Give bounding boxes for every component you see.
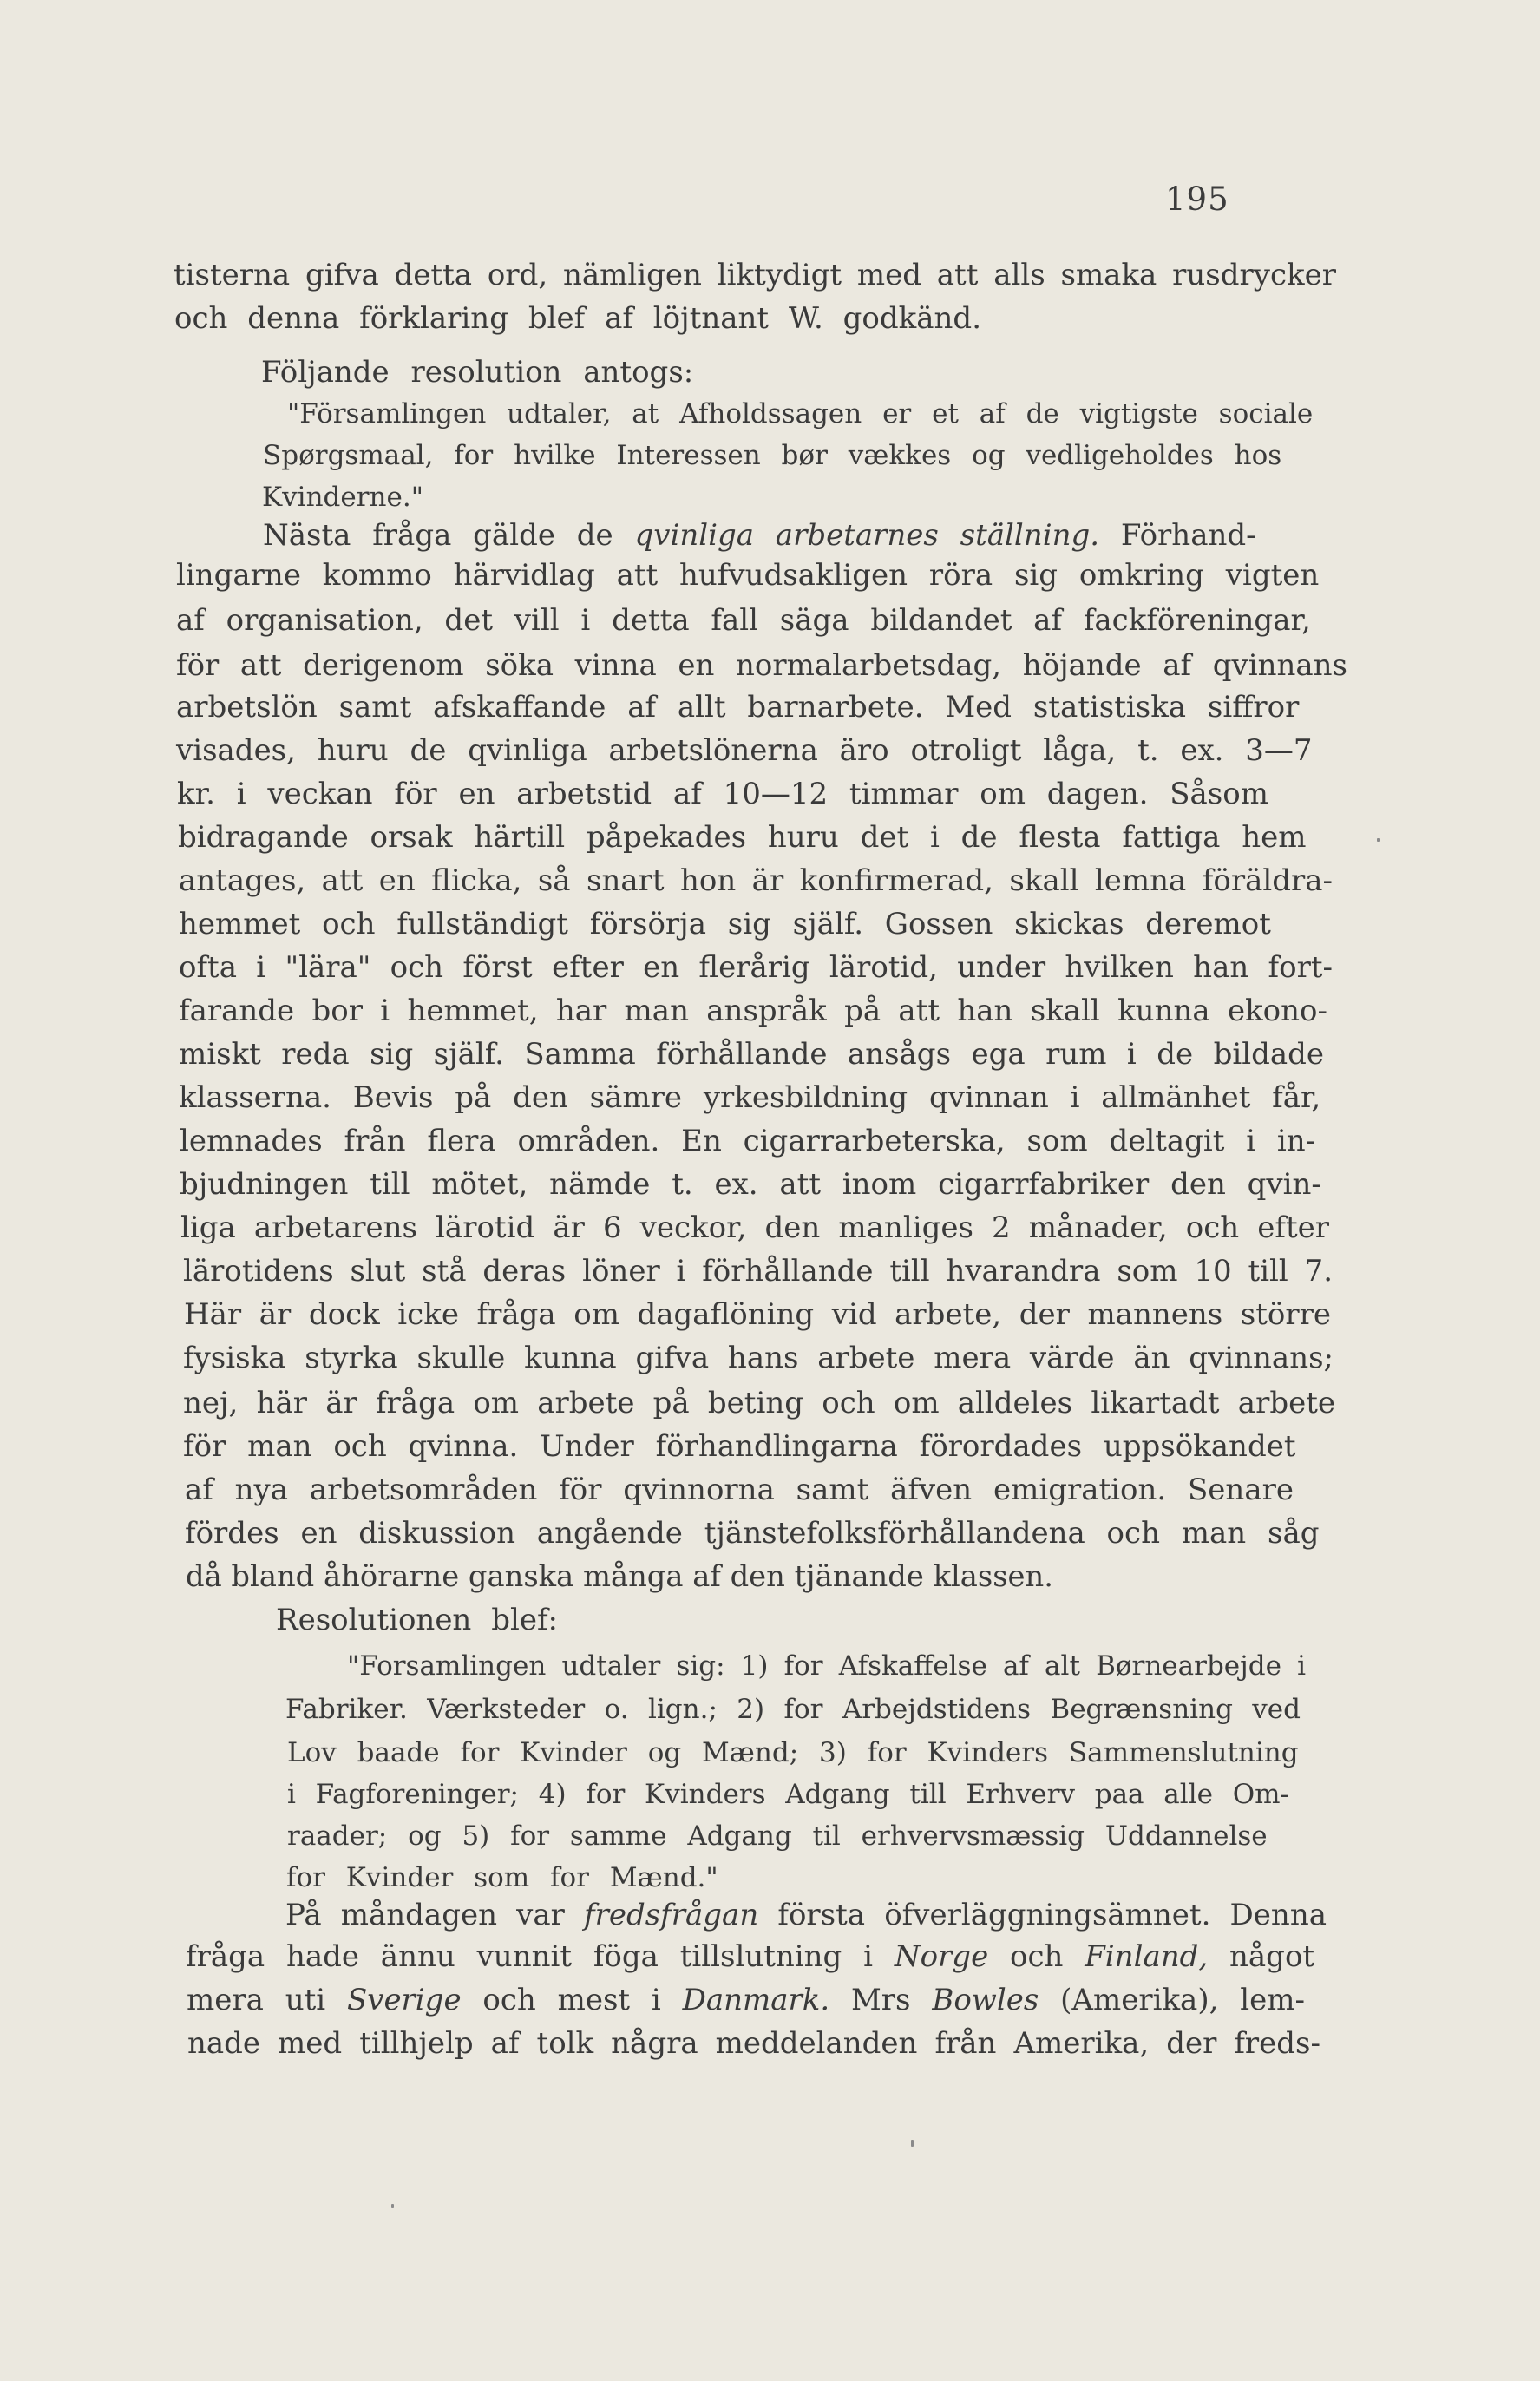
text-segment: fysiska styrka skulle kunna gifva hans arbete mera värde än qvinnans; xyxy=(183,1341,1334,1375)
text-segment: mera uti xyxy=(187,1983,347,2017)
text-segment: Här är dock icke fråga om dagaflöning vid arbete, der mannens större xyxy=(184,1297,1331,1332)
text-segment: af nya arbetsområden för qvinnorna samt äfven emigration. Senare xyxy=(185,1473,1294,1507)
scan-speck xyxy=(1377,838,1380,842)
text-line xyxy=(285,1900,1327,1930)
text-line xyxy=(287,1781,1289,1808)
text-line xyxy=(179,863,1333,898)
italic-segment: fredsfrågan xyxy=(584,1898,759,1932)
text-segment: (Amerika), lem- xyxy=(1039,1983,1305,2017)
text-segment: och xyxy=(988,1939,1085,1974)
text-segment: arbetslön samt afskaffande af allt barnarbete. Med statistiska siffror xyxy=(176,690,1300,725)
text-segment: Resolutionen blef: xyxy=(276,1603,558,1637)
text-segment: lärotidens slut stå deras löner i förhållande till hvarandra som 10 till 7. xyxy=(183,1254,1333,1289)
text-segment: första öfverläggningsämnet. Denna xyxy=(758,1898,1327,1932)
text-segment: for Kvinder som for Mænd." xyxy=(286,1862,718,1893)
text-line xyxy=(176,558,1320,593)
text-segment: af organisation, det vill i detta fall säga bildandet af fackföreningar, xyxy=(176,603,1311,638)
text-segment: nade med tillhjelp af tolk några meddelanden från Amerika, der freds- xyxy=(187,2026,1320,2061)
text-segment: i Fagforeninger; 4) for Kvinders Adgang till Erhverv paa alle Om- xyxy=(287,1779,1289,1810)
text-segment: och denna förklaring blef af löjtnant W. godkänd. xyxy=(174,301,981,336)
text-line xyxy=(187,2026,1320,2061)
text-segment: bjudningen till mötet, nämde t. ex. att inom cigarrfabriker den qvin- xyxy=(180,1167,1321,1202)
text-line xyxy=(287,1820,1268,1852)
text-line xyxy=(174,260,1336,290)
text-line xyxy=(180,1167,1321,1202)
text-segment: nej, här är fråga om arbete på beting och om alldeles likartadt arbete xyxy=(183,1386,1335,1420)
text-segment: farande bor i hemmet, har man anspråk på att han skall kunna ekono- xyxy=(179,994,1327,1028)
text-segment: och mest i xyxy=(461,1983,683,2017)
text-line xyxy=(183,1254,1333,1289)
text-line xyxy=(176,648,1347,683)
text-segment: Kvinderne." xyxy=(262,482,423,513)
text-segment: lemnades från flera områden. En cigarrarbeterska, som deltagit i in- xyxy=(180,1124,1316,1158)
text-line xyxy=(263,518,1256,553)
text-line xyxy=(286,1862,718,1893)
text-line xyxy=(186,1559,1053,1594)
italic-segment: qvinliga arbetarnes ställning. xyxy=(634,518,1100,553)
text-line xyxy=(176,690,1300,725)
text-segment: Spørgsmaal, for hvilke Interessen bør vækkes og vedligeholdes hos xyxy=(263,440,1282,471)
page-number: 195 xyxy=(1165,180,1229,218)
text-segment: Förhand- xyxy=(1099,518,1256,553)
text-segment: för man och qvinna. Under förhandlingarna förordades uppsökandet xyxy=(183,1429,1296,1464)
text-line xyxy=(183,1388,1335,1418)
text-line xyxy=(261,355,694,390)
text-line xyxy=(183,1429,1296,1464)
text-segment: "Forsamlingen udtaler sig: 1) for Afskaffelse af alt Børnearbejde i xyxy=(347,1650,1306,1682)
text-line xyxy=(179,1037,1324,1072)
italic-segment: Sverige xyxy=(346,1983,462,2017)
text-line xyxy=(180,1210,1329,1245)
text-segment: visades, huru de qvinliga arbetslönerna äro otroligt låga, t. ex. 3—7 xyxy=(176,733,1313,768)
text-line xyxy=(177,779,1268,809)
text-line xyxy=(178,820,1307,855)
italic-segment: Bowles xyxy=(932,1983,1039,2017)
text-line xyxy=(262,484,423,511)
text-segment: raader; og 5) for samme Adgang til erhvervsmæssig Uddannelse xyxy=(287,1820,1268,1852)
text-line xyxy=(179,996,1327,1026)
text-line xyxy=(287,398,1314,430)
text-segment: klasserna. Bevis på den sämre yrkesbildning qvinnan i allmänhet får, xyxy=(179,1080,1321,1115)
text-line xyxy=(180,1126,1315,1156)
text-segment: antages, att en flicka, så snart hon är konfirmerad, skall lemna föräldra- xyxy=(179,863,1333,898)
text-line xyxy=(179,909,1271,939)
text-segment: lingarne kommo härvidlag att hufvudsakligen röra sig omkring vigten xyxy=(176,558,1320,593)
text-segment: På måndagen var xyxy=(285,1898,585,1932)
text-line xyxy=(174,301,981,336)
text-line xyxy=(276,1605,558,1635)
text-segment: då bland åhörarne ganska många af den tjänande klassen. xyxy=(186,1559,1053,1594)
text-line xyxy=(185,1516,1320,1551)
text-line xyxy=(287,1737,1299,1768)
text-segment: Lov baade for Kvinder og Mænd; 3) for Kvinders Sammenslutning xyxy=(287,1737,1299,1768)
italic-segment: Finland, xyxy=(1085,1939,1209,1974)
text-line xyxy=(187,1985,1305,2015)
text-line xyxy=(183,1343,1334,1373)
text-segment: tisterna gifva detta ord, nämligen liktydigt med att alls smaka rusdrycker xyxy=(174,258,1336,292)
text-segment: kr. i veckan för en arbetstid af 10—12 timmar om dagen. Såsom xyxy=(177,777,1268,811)
text-line xyxy=(184,1297,1331,1332)
text-segment: "Församlingen udtaler, at Afholdssagen er et af de vigtigste sociale xyxy=(287,398,1314,430)
text-segment: Mrs xyxy=(829,1983,933,2017)
text-line xyxy=(179,1080,1321,1115)
text-segment: Fabriker. Værksteder o. lign.; 2) for Arbejdstidens Begrænsning ved xyxy=(285,1694,1301,1725)
text-line xyxy=(179,950,1333,985)
text-segment: bidragande orsak härtill påpekades huru det i de flesta fattiga hem xyxy=(178,820,1307,855)
text-segment: för att derigenom söka vinna en normalarbetsdag, höjande af qvinnans xyxy=(176,648,1347,683)
text-segment: hemmet och fullständigt försörja sig själf. Gossen skickas deremot xyxy=(179,907,1271,941)
text-segment: miskt reda sig själf. Samma förhållande ansågs ega rum i de bildade xyxy=(179,1037,1324,1072)
italic-segment: Norge xyxy=(894,1939,989,1974)
text-line xyxy=(263,440,1282,471)
text-segment: Följande resolution antogs: xyxy=(261,355,694,390)
italic-segment: Danmark. xyxy=(682,1983,830,2017)
text-line xyxy=(176,733,1313,768)
text-segment: något xyxy=(1208,1939,1315,1974)
text-segment: fördes en diskussion angående tjänstefolksförhållandena och man såg xyxy=(185,1516,1320,1551)
text-line xyxy=(185,1475,1294,1505)
text-segment: liga arbetarens lärotid är 6 veckor, den manliges 2 månader, och efter xyxy=(180,1210,1329,1245)
scan-speck xyxy=(911,2140,914,2147)
text-segment: ofta i "lära" och först efter en flerårig lärotid, under hvilken han fort- xyxy=(179,950,1333,985)
text-segment: Nästa fråga gälde de xyxy=(263,518,635,553)
text-line xyxy=(186,1939,1315,1974)
text-line xyxy=(285,1696,1301,1723)
text-line xyxy=(347,1650,1306,1682)
text-line xyxy=(176,603,1311,638)
text-segment: fråga hade ännu vunnit föga tillslutning i xyxy=(186,1939,895,1974)
scan-speck xyxy=(391,2204,394,2208)
